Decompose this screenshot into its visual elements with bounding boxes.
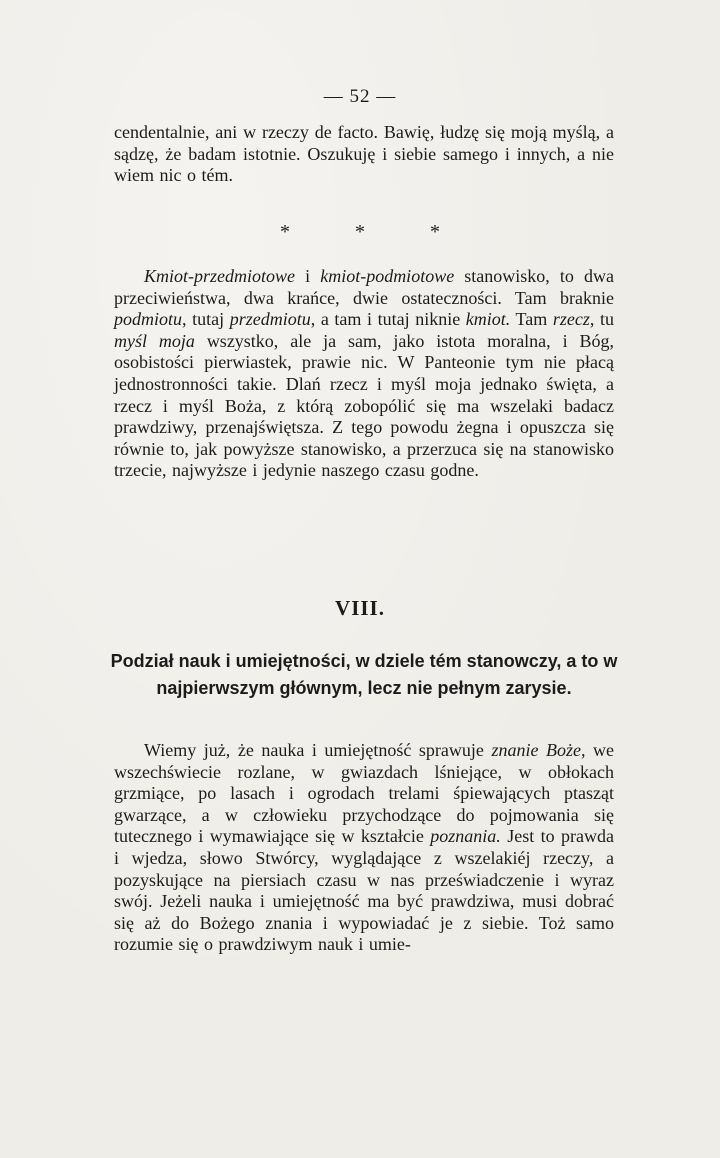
italic-term: podmiotu <box>114 309 183 330</box>
italic-term: poznania. <box>430 826 501 847</box>
page-number: — 52 — <box>323 86 397 107</box>
text-run: , we wszechświecie rozlane, w gwiazdach lśniejące, w obłokach grzmiące, po lasach i ogrodach trelami śpiewających ptasząt gwarzące, a w człowieku przychodzące do pojmowania się tutecznego i wymawiające się w kształcie <box>114 740 614 847</box>
text-run: , a tam i tutaj niknie <box>310 309 466 330</box>
chapter-heading: Podział nauk i umiejętności, w dziele tém stanowczy, a to w najpierwszym głównym, lecz nie pełnym zarysie. <box>110 651 618 698</box>
italic-term: znanie Boże <box>491 740 581 760</box>
text-run: Jest to prawda i wjedza, słowo Stwórcy, wyglądające z wszelakiéj rzeczy, a pozyskujące na piersiach czasu w nas przeświadczenie i wyraz swój. Jeżeli nauka i umiejętność ma być prawdziwa, musi dobrać się aż do Bożego znania i wypowiadać je z siebie. Toż samo rozumie się o prawdziwym nauk i umie- <box>114 826 614 955</box>
paragraph-chapter-body <box>114 740 614 956</box>
italic-term: rzecz <box>552 309 590 330</box>
italic-term: przedmiotu <box>229 309 311 330</box>
italic-term: myśl moja <box>114 330 195 351</box>
italic-term: Kmiot-przedmiotowe <box>144 266 295 286</box>
italic-term: kmiot. <box>465 309 511 330</box>
chapter-number: VIII. <box>335 596 385 620</box>
paragraph-standpoints <box>114 266 614 482</box>
text-run: , tu <box>589 309 614 330</box>
section-separator-stars: * * * <box>280 221 440 243</box>
italic-term: kmiot-podmiotowe <box>320 266 455 286</box>
paragraph-continuation <box>114 122 614 187</box>
text-run: Wiemy już, że nauka i umiejętność sprawuje <box>144 740 492 760</box>
text-run: i <box>295 266 321 286</box>
text-run: wszystko, ale ja sam, jako istota moralna, i Bóg, osobistości pierwiastek, prawie nic. W Panteonie tym nie płacą jednostronności takie. Dlań rzecz i myśl moja jednako święta, a rzecz i myśl Boża, z którą zobopólić się ma wszelaki badacz prawdziwy, przenajświętsza. Z tego powodu żegna i opuszcza się równie to, jak powyższe stanowisko, a przerzuca się na stanowisko trzecie, najwyższe i jedynie naszego czasu godne. <box>114 330 614 481</box>
text-run: stanowisko, to dwa przeciwieństwa, dwa krańce, dwie ostateczności. Tam braknie <box>114 266 614 308</box>
text-run: , tutaj <box>182 309 230 330</box>
paragraph-text: cendentalnie, ani w rzeczy de facto. Bawię, łudzę się moją myślą, a sądzę, że badam istotnie. Oszukuję i siebie samego i innych, a nie wiem nic o tém. <box>114 122 614 186</box>
text-run: Tam <box>510 309 553 330</box>
